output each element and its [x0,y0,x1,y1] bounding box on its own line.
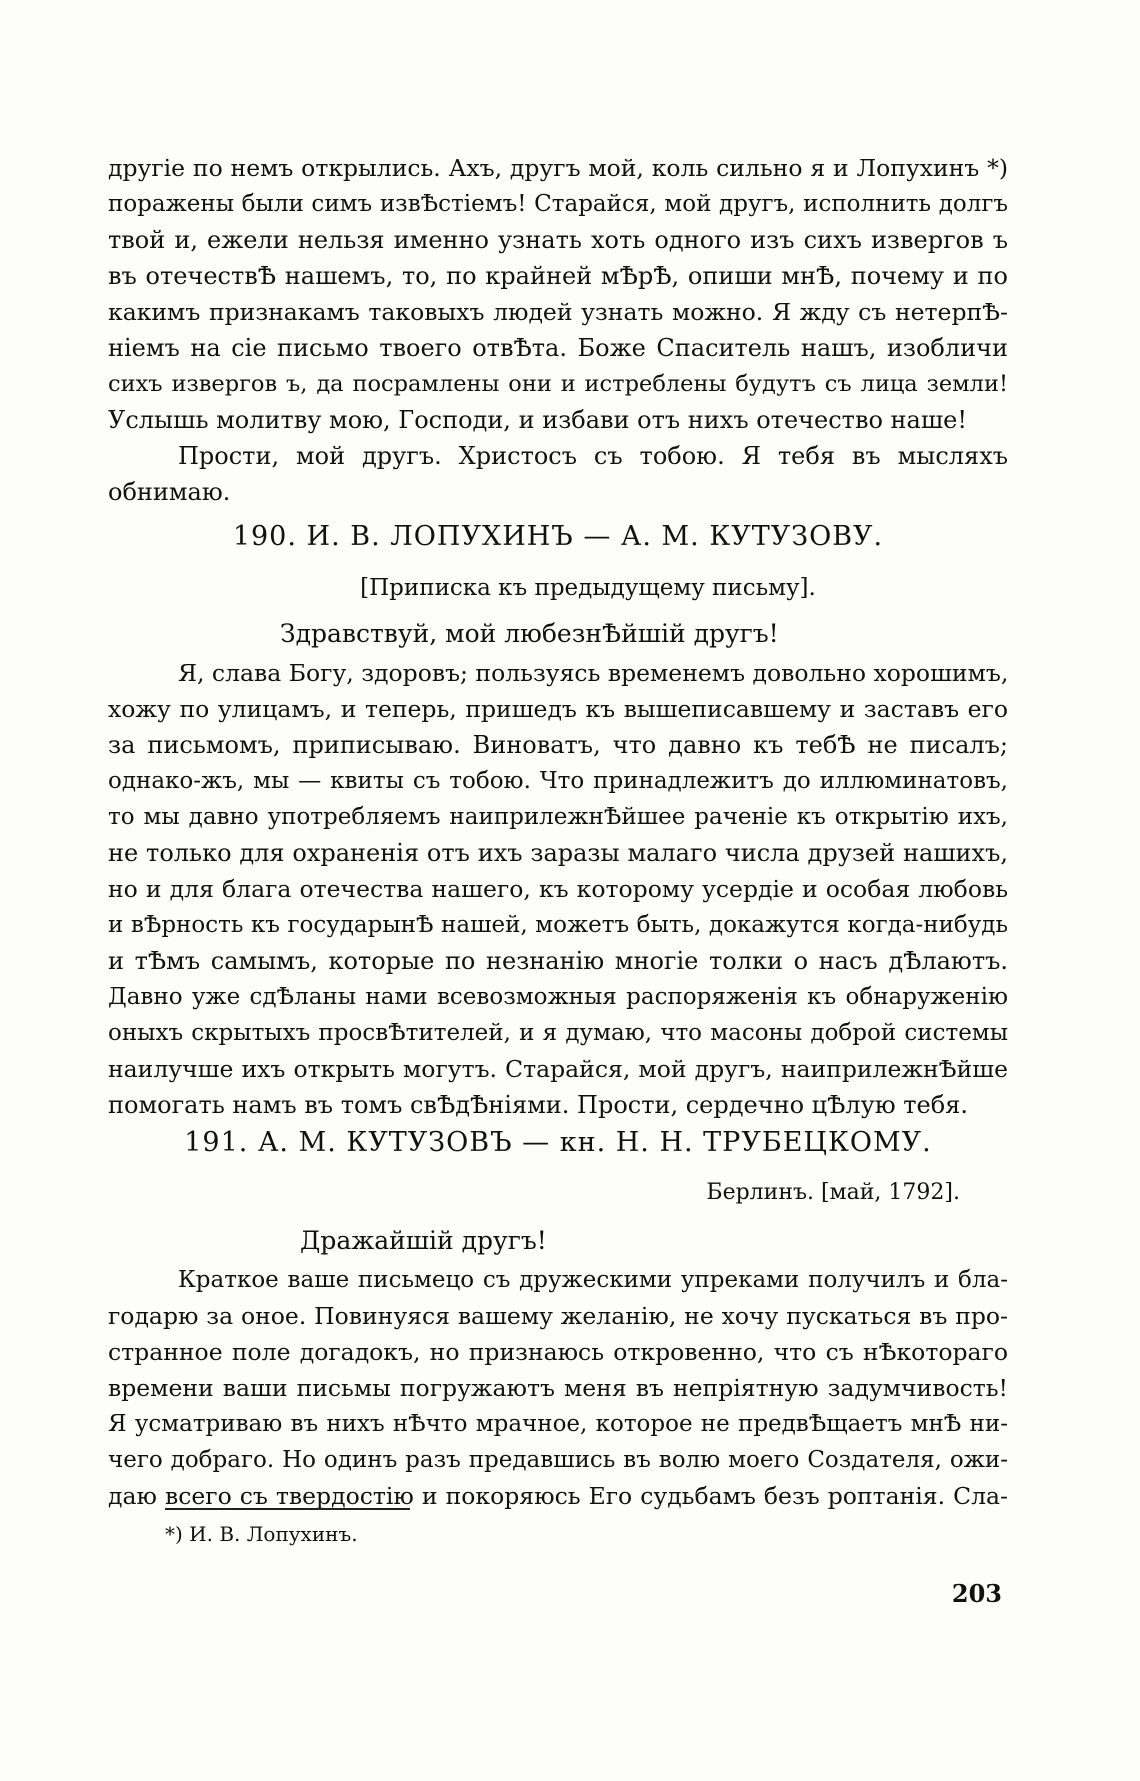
page-number: 203 [951,1579,1002,1608]
text-line: и тѢмъ самымъ, которые по незнанію многіе толки о насъ дѢлаютъ. [108,947,1008,975]
text-line: Услышь молитву мою, Господи, и избави отъ нихъ отечество наше! [108,406,967,434]
letter-190-note: [Приписка къ предыдущему письму]. [360,575,816,601]
letter-190-body [108,655,1008,1123]
text-line: въ отечествѢ нашемъ, то, по крайней мѢрѢ, опиши мнѢ, почему и по [108,262,1008,290]
text-line: ніемъ на сіе письмо твоего отвѢта. Боже Спаситель нашъ, изобличи [108,334,1008,362]
text-line: поражены были симъ извѢстіемъ! Старайся, мой другъ, исполнить долгъ [108,191,1008,217]
footnote-divider [165,1508,410,1510]
text-line: Я усматриваю въ нихъ нѢчто мрачное, которое не предвѢщаетъ мнѢ ни- [108,1411,1008,1437]
text-line: странное поле догадокъ, но признаюсь откровенно, что съ нѢкотораго [108,1338,1008,1366]
text-line: какимъ признакамъ таковыхъ людей узнать можно. Я жду съ нетерпѢ- [108,298,1008,326]
letter-191-body [108,1262,1008,1514]
text-line: времени ваши письмы погружаютъ меня въ непріятную задумчивость! [108,1374,1008,1402]
text-line: обнимаю. [108,478,231,506]
letter-190-greeting: Здравствуй, мой любезнѢйшій другъ! [280,619,779,648]
text-line: твой и, ежели нельзя именно узнать хоть одного изъ сихъ извергов ъ [108,226,1008,254]
text-line: хожу по улицамъ, и теперь, пришедъ къ вышеписавшему и заставъ его [108,695,1008,723]
letter-191-greeting: Дражайшій другъ! [300,1226,547,1255]
text-line: помогать намъ въ томъ свѢдѢніями. Прости, сердечно цѢлую тебя. [108,1091,968,1119]
text-line: за письмомъ, приписываю. Виноватъ, что давно къ тебѢ не писалъ; [108,731,1008,759]
text-line: то мы давно употребляемъ наиприлежнѢйшее раченіе къ открытію ихъ, [108,804,1008,830]
letter-191-heading: 191. А. М. КУТУЗОВЪ — кн. Н. Н. ТРУБЕЦКОМУ. [184,1127,932,1158]
text-line: Краткое ваше письмецо съ дружескими упреками получилъ и бла- [178,1267,1008,1293]
text-line: и вѢрность къ государынѢ нашей, можетъ быть, докажутся когда-нибудь [108,912,1008,938]
text-line: наилучше ихъ открыть могутъ. Старайся, мой другъ, наиприлежнѢйше [108,1055,1008,1083]
text-line: другіе по немъ открылись. Ахъ, другъ мой, коль сильно я и Лопухинъ *) [108,154,1008,182]
text-line: даю всего съ твердостію и покоряюсь Его судьбамъ безъ роптанія. Сла- [108,1482,1008,1510]
text-line: однако-жъ, мы — квиты съ тобою. Что принадлежитъ до иллюминатовъ, [108,768,1008,794]
text-line: чего добраго. Но одинъ разъ предавшись въ волю моего Создателя, ожи- [108,1447,1008,1473]
letter-191-place-date: Берлинъ. [май, 1792]. [706,1180,960,1205]
footnote: *) И. В. Лопухинъ. [165,1522,358,1546]
text-line: Давно уже сдѢланы нами всевозможныя распоряженія къ обнаруженію [108,984,1008,1010]
text-line: Прости, мой другъ. Христосъ съ тобою. Я тебя въ мысляхъ [178,442,1008,470]
text-line: сихъ извергов ъ, да посрамлены они и истреблены будутъ съ лица земли! [108,371,1008,397]
text-line: но и для блага отечества нашего, къ которому усердіе и особая любовь [108,875,1008,903]
text-line: Я, слава Богу, здоровъ; пользуясь временемъ довольно хорошимъ, [178,659,1009,687]
letter-189-ending [108,150,1008,510]
text-line: оныхъ скрытыхъ просвѢтителей, и я думаю, что масоны доброй системы [108,1020,1008,1046]
letter-190-heading: 190. И. В. ЛОПУХИНЪ — А. М. КУТУЗОВУ. [232,521,884,552]
text-line: годарю за оное. Повинуяся вашему желанію, не хочу пускаться въ про- [108,1302,1008,1330]
text-line: не только для охраненія отъ ихъ заразы малаго числа друзей нашихъ, [108,839,1008,867]
